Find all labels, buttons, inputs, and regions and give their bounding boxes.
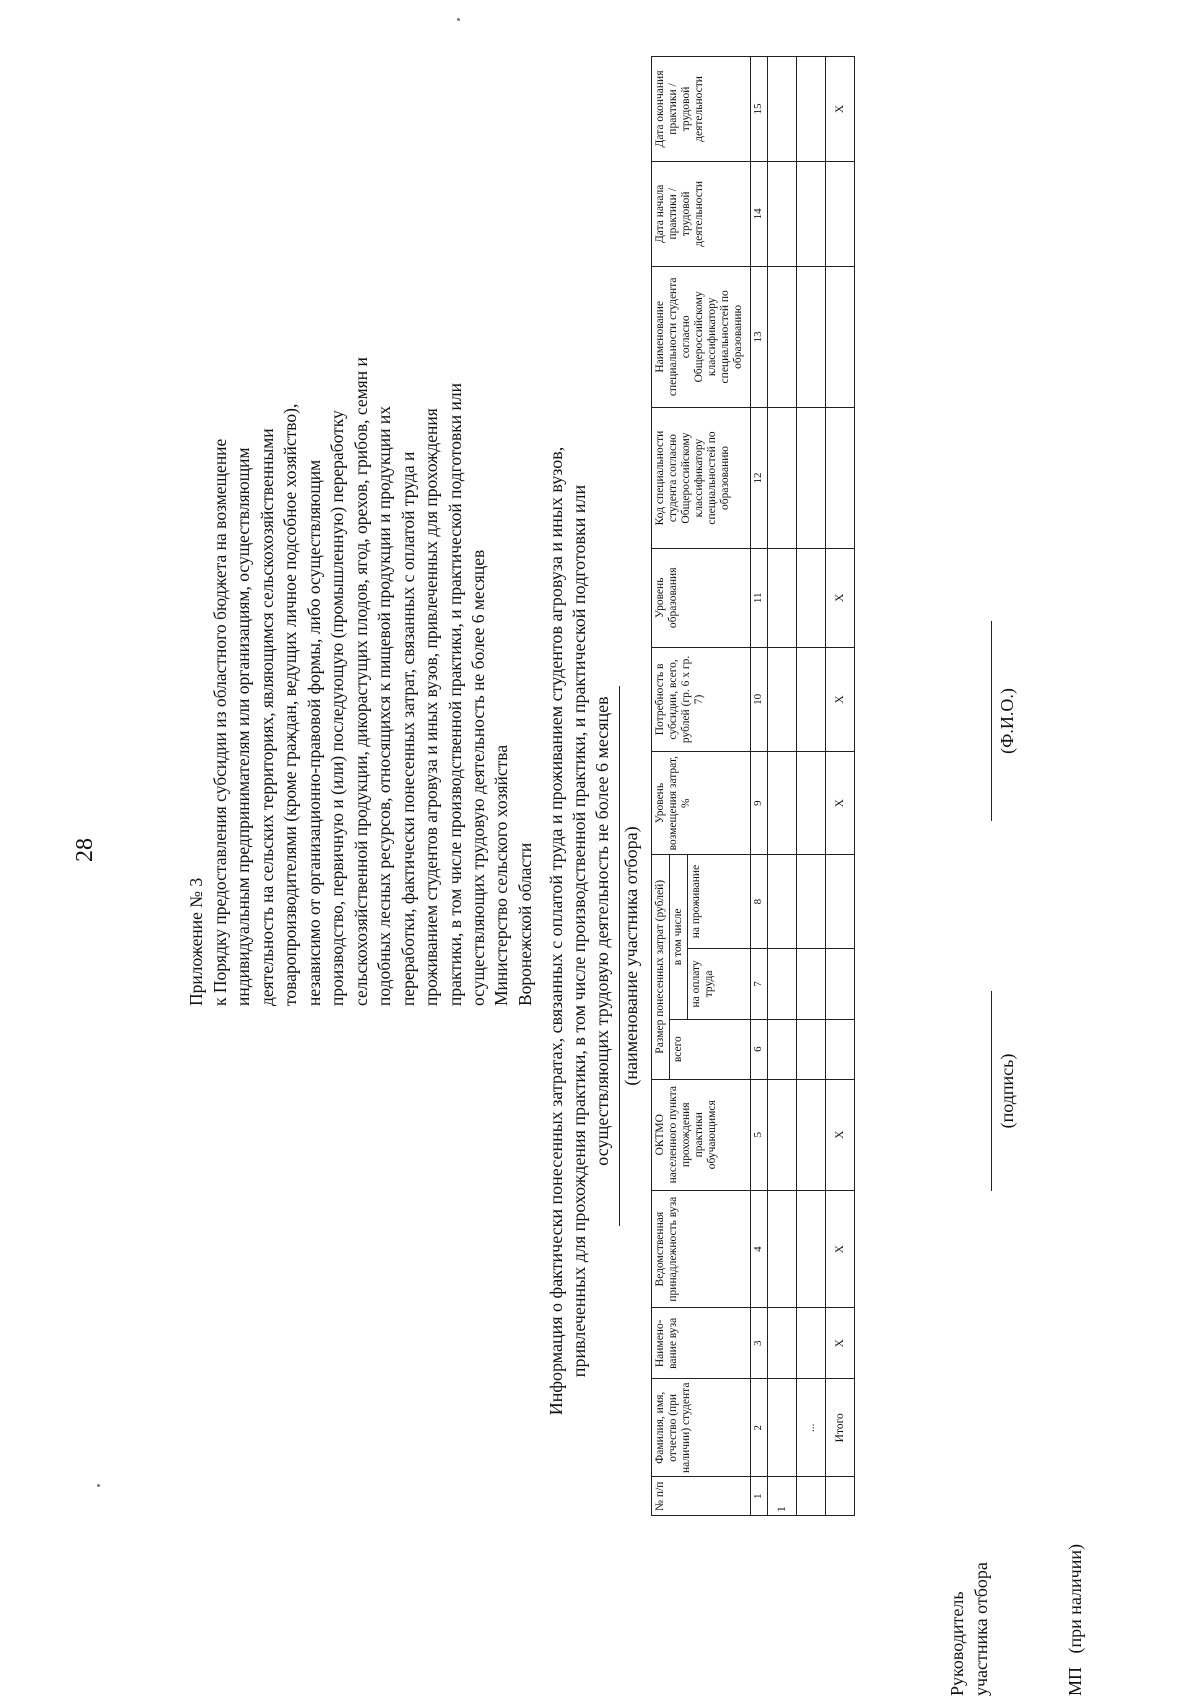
- table-cell[interactable]: [797, 266, 826, 407]
- header-cell-5: ОКТМО населенного пункта прохождения практики обучающимся: [652, 1079, 751, 1190]
- title-line: осуществляющих трудовую деятельность не более 6 месяцев: [592, 696, 612, 1166]
- appendix-line: осуществляющих трудовую деятельность не более 6 месяцев: [468, 549, 488, 1006]
- table-cell[interactable]: [797, 549, 826, 647]
- appendix-line: сельскохозяйственной продукции, дикорастущих плодов, ягод, орехов, грибов, семян и: [350, 357, 371, 1006]
- signature-caption: (подпись): [997, 1053, 1017, 1129]
- table-cell[interactable]: [768, 161, 797, 266]
- table-cell: [826, 1477, 855, 1516]
- header-cell-7: на оплату труда: [688, 949, 751, 1020]
- table-cell[interactable]: [768, 1019, 797, 1079]
- participant-name-line[interactable]: [619, 686, 620, 1226]
- column-number: 4: [751, 1190, 768, 1308]
- header-cell-including: в том числе: [670, 855, 688, 1020]
- appendix-line: индивидуальным предпринимателям или организациям, осуществляющим: [233, 447, 253, 1006]
- appendix-line: практики, в том числе производственной практики, и практической подготовки или: [444, 383, 465, 1006]
- table-cell: 1: [768, 1477, 797, 1516]
- table-cell[interactable]: [768, 1190, 797, 1308]
- column-number: 6: [751, 1019, 768, 1079]
- column-number: 10: [751, 647, 768, 752]
- column-number: 5: [751, 1079, 768, 1190]
- header-cell-2: Фамилия, имя, отчество (при наличии) студента: [652, 1379, 751, 1477]
- table-row: [768, 57, 797, 1516]
- table-cell[interactable]: [797, 57, 826, 162]
- column-number-row: [751, 57, 768, 1516]
- table-cell: ...: [797, 1379, 826, 1477]
- table-cell[interactable]: [768, 949, 797, 1020]
- column-number: 2: [751, 1379, 768, 1477]
- table-row-total: [826, 57, 855, 1516]
- table-header-row: [652, 57, 670, 1516]
- table-cell: X: [826, 549, 855, 647]
- scan-speck: [97, 1484, 100, 1487]
- role-line: участника отбора: [971, 1562, 991, 1696]
- column-number: 11: [751, 549, 768, 647]
- column-number: 12: [751, 407, 768, 548]
- document-title: [545, 331, 614, 1531]
- table-cell[interactable]: [826, 266, 855, 407]
- column-number: 13: [751, 266, 768, 407]
- appendix-header: [185, 106, 491, 1006]
- ministry-line: Министерство сельского хозяйства: [491, 744, 511, 1006]
- table-cell[interactable]: [768, 266, 797, 407]
- appendix-line: подобных лесных ресурсов, относящихся к пищевой продукции и продукции их: [374, 405, 394, 1006]
- appendix-line: товаропроизводителями (кроме граждан, ведущих личное подсобное хозяйство),: [280, 403, 300, 1006]
- appendix-line: переработки, фактически понесенных затрат, связанных с оплатой труда и: [397, 451, 418, 1006]
- header-cell-13: Наименование специальности студента согласно Общероссийскому классификатору специальностей по образованию: [652, 266, 751, 407]
- header-cell-costs: Размер понесенных затрат (рублей): [652, 855, 670, 1080]
- table-cell[interactable]: [826, 1019, 855, 1079]
- table-row: [797, 57, 826, 1516]
- column-number: 1: [751, 1477, 768, 1516]
- role-line: Руководитель: [947, 1591, 967, 1696]
- appendix-line: производство, первичную и (или) последующую (промышленную) переработку: [327, 410, 347, 1006]
- participant-name-caption: (наименование участника отбора): [621, 826, 641, 1086]
- table-cell[interactable]: [797, 1079, 826, 1190]
- table-cell[interactable]: [768, 1308, 797, 1379]
- table-cell[interactable]: [768, 647, 797, 752]
- header-cell-15: Дата окончания практики / трудовой деятельности: [652, 57, 751, 162]
- table-cell: X: [826, 647, 855, 752]
- table-cell[interactable]: [797, 1308, 826, 1379]
- table-cell[interactable]: [797, 752, 826, 855]
- table-cell: X: [826, 752, 855, 855]
- table-cell[interactable]: [826, 161, 855, 266]
- header-cell-10: Потребность в субсидии, всего, рублей (гр. 6 x гр. 7): [652, 647, 751, 752]
- header-cell-12: Код специальности студента согласно Общероссийскому классификатору специальностей по образованию: [652, 407, 751, 548]
- appendix-line: проживанием студентов агровуза и иных вузов, привлеченных для прохождения: [421, 408, 441, 1006]
- header-cell-1: № п/п: [652, 1477, 751, 1516]
- full-name-caption: (Ф.И.О.): [997, 688, 1017, 754]
- stamp-place: МП (при наличии): [1065, 1544, 1085, 1696]
- table-cell[interactable]: [797, 161, 826, 266]
- table-cell[interactable]: [797, 407, 826, 548]
- total-label: Итого: [826, 1379, 855, 1477]
- title-line: Информация о фактически понесенных затратах, связанных с оплатой труда и проживанием студентов агровуза и иных вузов,: [546, 446, 566, 1416]
- appendix-line: к Порядку предоставления субсидии из областного бюджета на возмещение: [209, 438, 230, 1006]
- full-name-line[interactable]: [991, 621, 992, 821]
- table-cell[interactable]: [826, 407, 855, 548]
- table-cell[interactable]: [768, 1079, 797, 1190]
- column-number: 8: [751, 855, 768, 949]
- column-number: 3: [751, 1308, 768, 1379]
- table-cell[interactable]: [797, 1019, 826, 1079]
- signatory-role: [945, 1436, 993, 1696]
- column-number: 14: [751, 161, 768, 266]
- header-cell-9: Уровень возмещения затрат, %: [652, 752, 751, 855]
- table-cell[interactable]: [797, 647, 826, 752]
- table-cell: [797, 1477, 826, 1516]
- table-cell[interactable]: [797, 949, 826, 1020]
- table-cell[interactable]: [826, 855, 855, 949]
- table-cell[interactable]: [797, 855, 826, 949]
- table-cell: X: [826, 1190, 855, 1308]
- header-cell-6: всего: [670, 1019, 751, 1079]
- column-number: 15: [751, 57, 768, 162]
- signature-line[interactable]: [991, 991, 992, 1191]
- table-cell: X: [826, 1308, 855, 1379]
- appendix-line: деятельность на сельских территориях, являющимся сельскохозяйственными: [256, 428, 277, 1006]
- header-cell-14: Дата начала практики / трудовой деятельности: [652, 161, 751, 266]
- title-line: привлеченных для прохождения практики, в том числе производственной практики, и практической подготовки или: [569, 484, 589, 1378]
- table-cell[interactable]: [768, 752, 797, 855]
- column-number: 7: [751, 949, 768, 1020]
- ministry-line: Воронежской области: [514, 842, 535, 1006]
- table-cell: X: [826, 57, 855, 162]
- ministry-addressee: [490, 306, 537, 1006]
- page-number: 28: [72, 838, 98, 862]
- appendix-line: независимо от организационно-правовой формы, либо осуществляющим: [303, 459, 324, 1006]
- rotated-page-content: [175, 70, 1125, 1696]
- table-cell[interactable]: [768, 407, 797, 548]
- table-cell[interactable]: [768, 855, 797, 949]
- table-cell[interactable]: [768, 1379, 797, 1477]
- header-cell-11: Уровень образования: [652, 549, 751, 647]
- costs-table: [651, 56, 855, 1516]
- column-number: 9: [751, 752, 768, 855]
- scan-speck: [457, 18, 460, 21]
- table-cell[interactable]: [826, 949, 855, 1020]
- table-cell[interactable]: [768, 549, 797, 647]
- header-cell-3: Наимено-вание вуза: [652, 1308, 751, 1379]
- header-cell-8: на проживание: [688, 855, 751, 949]
- table-cell[interactable]: [797, 1190, 826, 1308]
- header-cell-4: Ведомственная принадлежность вуза: [652, 1190, 751, 1308]
- table-cell: X: [826, 1079, 855, 1190]
- table-cell[interactable]: [768, 57, 797, 162]
- appendix-line: Приложение № 3: [186, 877, 206, 1006]
